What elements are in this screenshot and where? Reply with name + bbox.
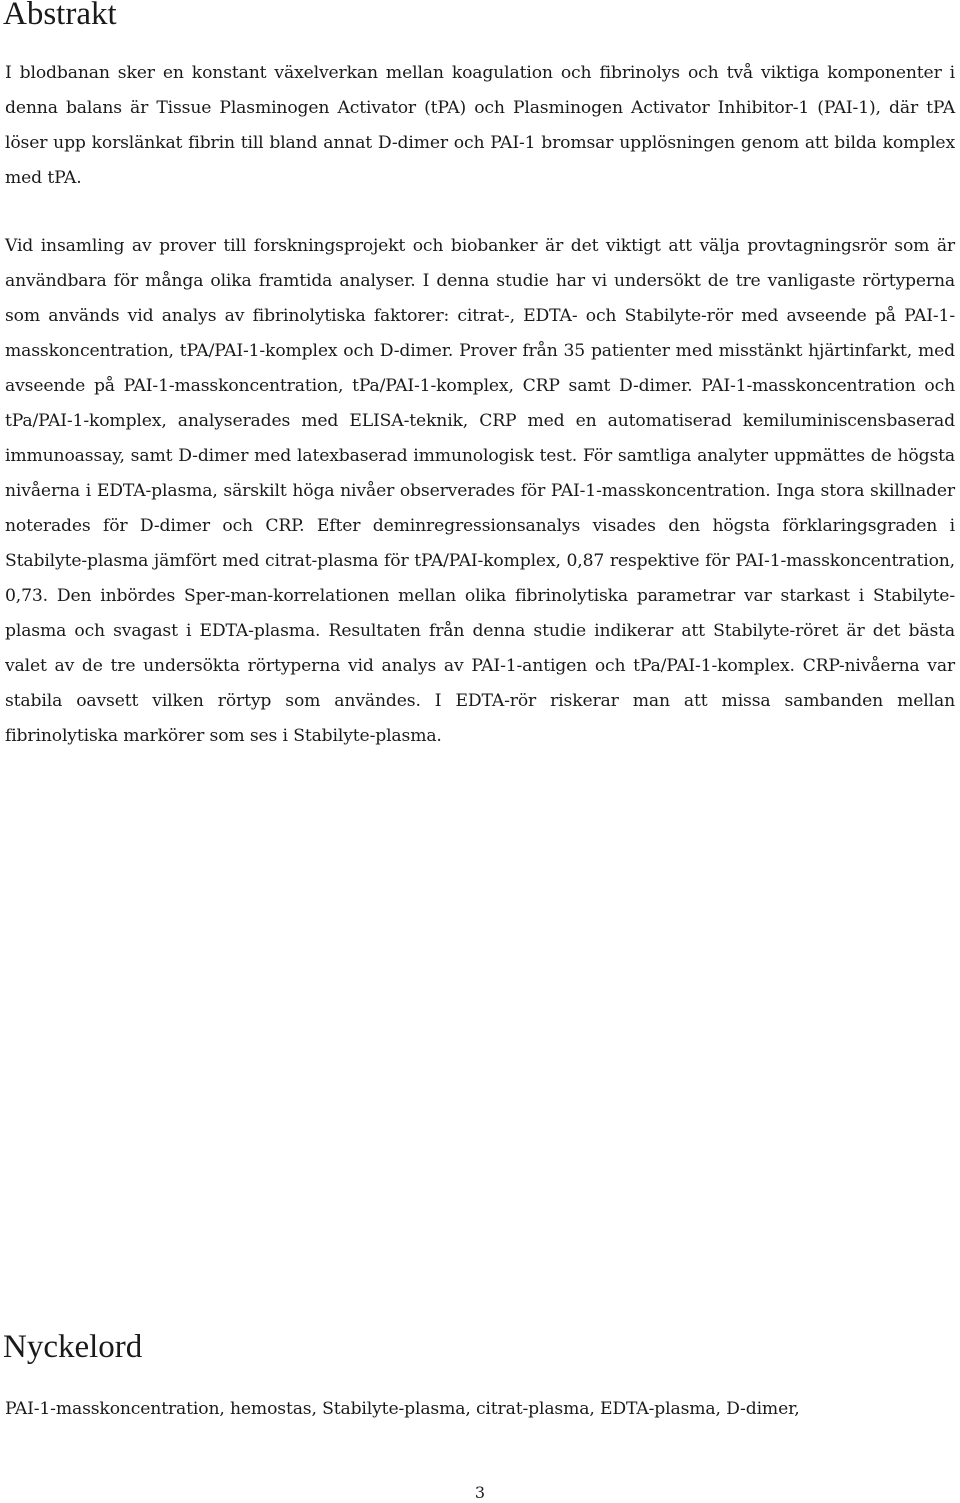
keywords-heading: Nyckelord: [3, 1329, 143, 1365]
abstract-heading: Abstrakt: [3, 0, 117, 32]
abstract-paragraph: Vid insamling av prover till forskningsprojekt och biobanker är det viktigt att välja provtagningsrör som är användbara för många olika framtida analyser. I denna studie har vi undersökt de tre vanligaste rörtyperna som används vid analys av fibrinolytiska faktorer: citrat-, EDTA- och Stabilyte-rör med avseende på PAI-1-masskoncentration, tPA/PAI-1-komplex och D-dimer. Prover från 35 patienter med misstänkt hjärtinfarkt, med avseende på PAI-1-masskoncentration, tPa/PAI-1-komplex, CRP samt D-dimer. PAI-1-masskoncentration och tPa/PAI-1-komplex, analyserades med ELISA-teknik, CRP med en automatiserad kemiluminiscensbaserad immunoassay, samt D-dimer med latexbaserad immunologisk test. För samtliga analyter uppmättes de högsta nivåerna i EDTA-plasma, särskilt höga nivåer observerades för PAI-1-masskoncentration. Inga stora skillnader noterades för D-dimer och CRP. Efter deminregressionsanalys visades den högsta förklaringsgraden i Stabilyte-plasma jämfört med citrat-plasma för tPA/PAI-komplex, 0,87 respektive för PAI-1-masskoncentration, 0,73. Den inbördes Sper-man-korrelationen mellan olika fibrinolytiska parametrar var starkast i Stabilyte-plasma och svagast i EDTA-plasma. Resultaten från denna studie indikerar att Stabilyte-röret är det bästa valet av de tre undersökta rörtyperna vid analys av PAI-1-antigen och tPa/PAI-1-komplex. CRP-nivåerna var stabila oavsett vilken rörtyp som användes. I EDTA-rör riskerar man att missa sambanden mellan fibrinolytiska markörer som ses i Stabilyte-plasma.: [5, 236, 955, 746]
page-number: 3: [474, 1483, 486, 1502]
keywords-list: PAI-1-masskoncentration, hemostas, Stabilyte-plasma, citrat-plasma, EDTA-plasma, D-dimer,: [5, 1399, 800, 1419]
abstract-paragraph: I blodbanan sker en konstant växelverkan mellan koagulation och fibrinolys och två viktiga komponenter i denna balans är Tissue Plasminogen Activator (tPA) och Plasminogen Activator Inhibitor-1 (PAI-1), där tPA löser upp korslänkat fibrin till bland annat D-dimer och PAI-1 bromsar upplösningen genom att bilda komplex med tPA.: [5, 63, 955, 188]
